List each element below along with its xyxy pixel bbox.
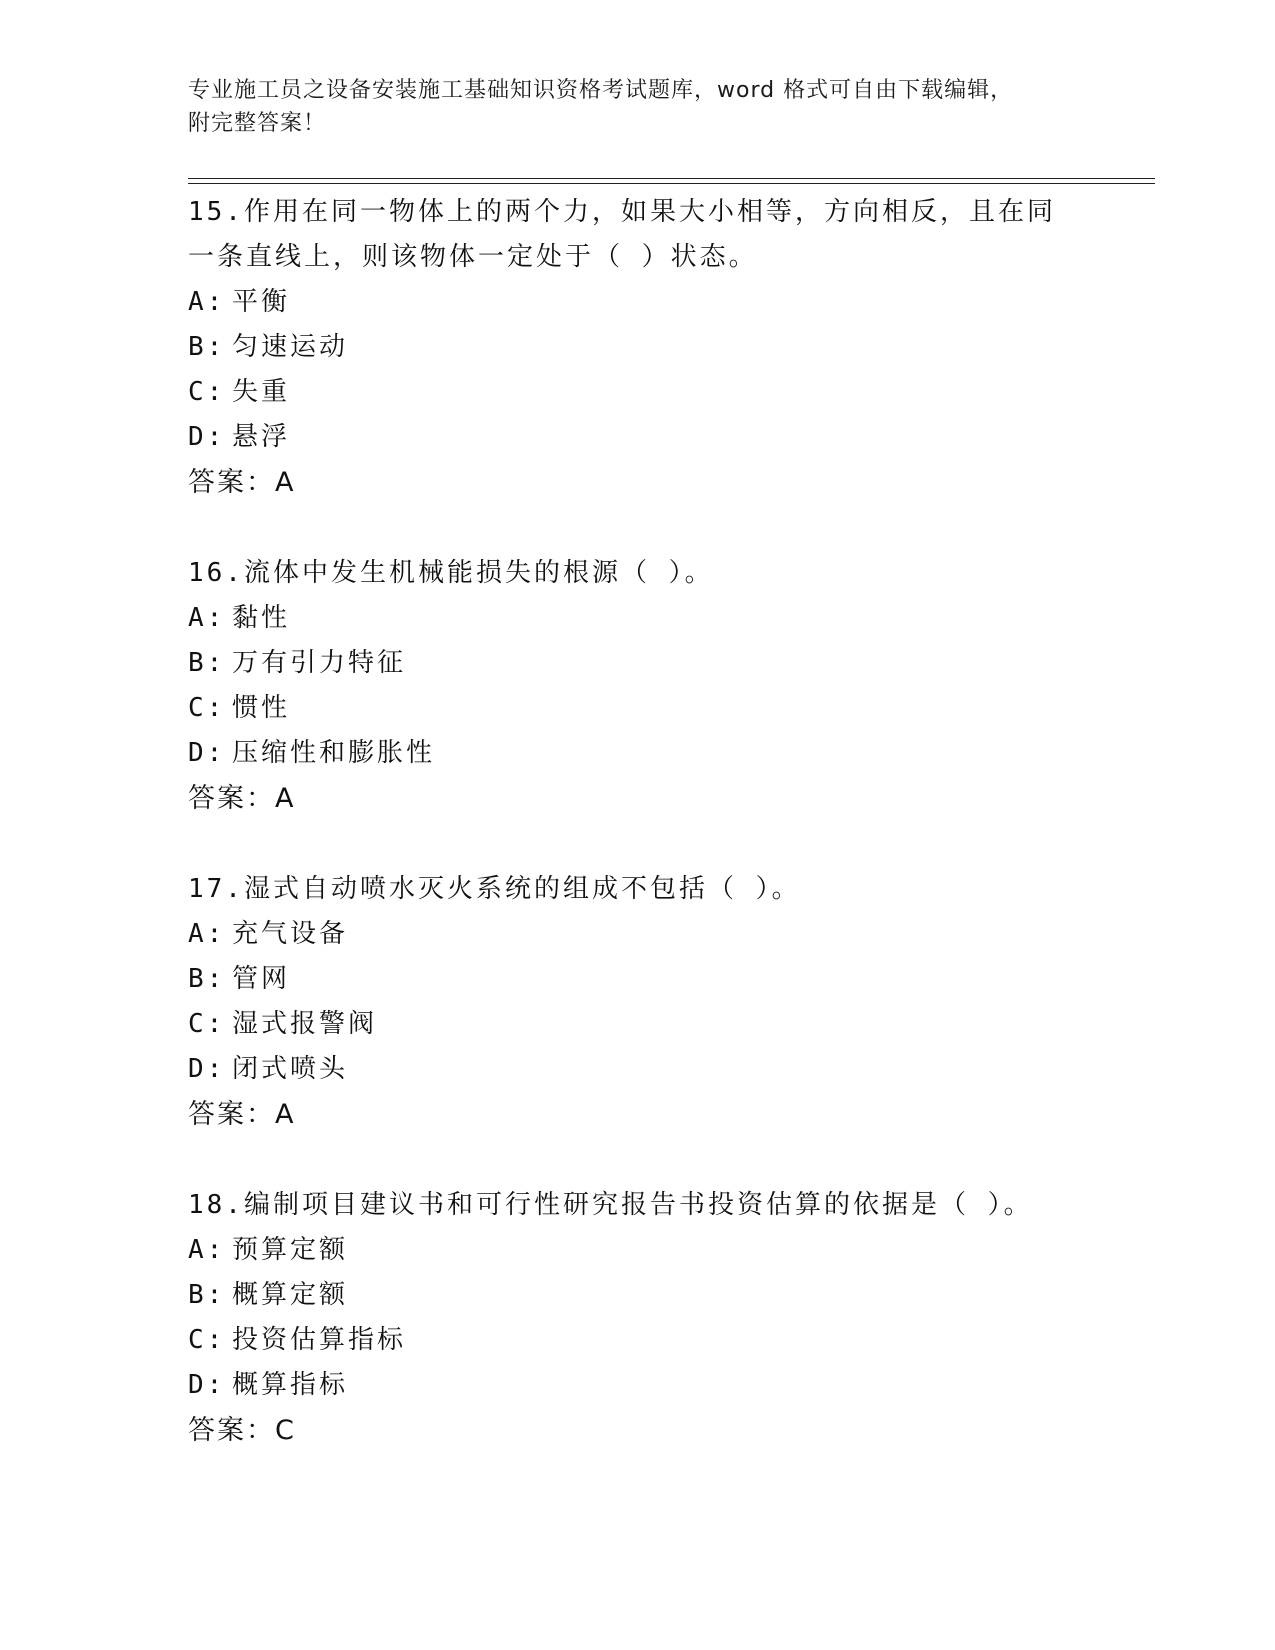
option-letter: A: <box>188 287 226 317</box>
option-d <box>188 731 1155 776</box>
option-letter: C: <box>188 1009 226 1039</box>
option-text: 匀速运动 <box>232 332 349 362</box>
option-text: 预算定额 <box>232 1235 349 1265</box>
option-text: 管网 <box>232 964 291 994</box>
answer: 答案：A <box>188 1099 296 1130</box>
question-text: 16.流体中发生机械能损失的根源（ ）。 <box>188 558 714 588</box>
option-letter: B: <box>188 332 226 362</box>
option-b <box>188 957 1155 1002</box>
option-a <box>188 1228 1155 1273</box>
answer: 答案：C <box>188 1415 296 1446</box>
option-d <box>188 1047 1155 1092</box>
document-header <box>188 74 1088 140</box>
option-text: 概算定额 <box>232 1280 349 1310</box>
question-text: 15.作用在同一物体上的两个力，如果大小相等，方向相反，且在同一条直线上，则该物体一定处于（ ）状态。 <box>188 197 1056 272</box>
option-text: 投资估算指标 <box>232 1325 407 1355</box>
question-text: 17.湿式自动喷水灭火系统的组成不包括（ ）。 <box>188 874 801 904</box>
option-text: 万有引力特征 <box>232 648 407 678</box>
option-text: 黏性 <box>232 603 291 633</box>
header-divider-bottom <box>188 183 1155 184</box>
option-d <box>188 415 1155 460</box>
option-text: 充气设备 <box>232 919 349 949</box>
option-letter: C: <box>188 377 226 407</box>
option-letter: A: <box>188 1235 226 1265</box>
header-line-2: 附完整答案！ <box>188 111 327 136</box>
option-text: 概算指标 <box>232 1370 349 1400</box>
option-a <box>188 912 1155 957</box>
question-18 <box>188 1183 1155 1453</box>
option-c <box>188 1002 1155 1047</box>
option-a <box>188 596 1155 641</box>
header-divider-top <box>188 178 1155 179</box>
option-c <box>188 1318 1155 1363</box>
option-letter: A: <box>188 603 226 633</box>
option-letter: D: <box>188 1370 226 1400</box>
option-text: 平衡 <box>232 287 291 317</box>
option-c <box>188 686 1155 731</box>
option-letter: C: <box>188 693 226 723</box>
option-text: 惯性 <box>232 693 291 723</box>
option-letter: B: <box>188 964 226 994</box>
option-text: 失重 <box>232 377 291 407</box>
option-d <box>188 1363 1155 1408</box>
option-text: 湿式报警阀 <box>232 1009 378 1039</box>
option-c <box>188 370 1155 415</box>
option-letter: B: <box>188 648 226 678</box>
option-letter: B: <box>188 1280 226 1310</box>
option-letter: D: <box>188 422 226 452</box>
option-letter: C: <box>188 1325 226 1355</box>
header-line-1: 专业施工员之设备安装施工基础知识资格考试题库，word 格式可自由下载编辑， <box>188 78 1014 103</box>
option-letter: D: <box>188 738 226 768</box>
option-a <box>188 280 1155 325</box>
option-text: 压缩性和膨胀性 <box>232 738 436 768</box>
option-b <box>188 1273 1155 1318</box>
question-list <box>188 190 1155 1499</box>
option-text: 悬浮 <box>232 422 291 452</box>
question-15 <box>188 190 1155 505</box>
option-letter: A: <box>188 919 226 949</box>
question-text: 18.编制项目建议书和可行性研究报告书投资估算的依据是（ ）。 <box>188 1190 1033 1220</box>
option-letter: D: <box>188 1054 226 1084</box>
question-17 <box>188 867 1155 1137</box>
answer: 答案：A <box>188 467 296 498</box>
option-b <box>188 641 1155 686</box>
answer: 答案：A <box>188 783 296 814</box>
option-text: 闭式喷头 <box>232 1054 349 1084</box>
option-b <box>188 325 1155 370</box>
question-16 <box>188 551 1155 821</box>
